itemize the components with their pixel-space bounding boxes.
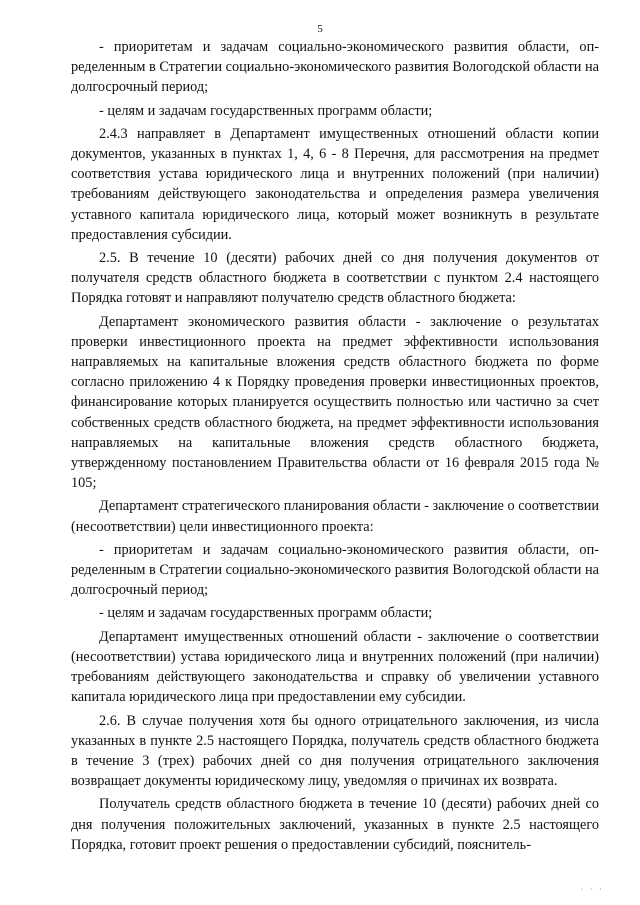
paragraph-programs-1: - целям и задачам государственных программ области; <box>99 102 433 119</box>
paragraph-2-5: 2.5. В течение 10 (десяти) рабочих дней со дня получения документов от получателя средств областного бюджета в соответствии с пунктом 2.4 настоящего Порядка готовят и направляют получателю средств областного бюджета: <box>71 250 599 307</box>
paragraph-economic-department: Департамент экономического развития области - заключение о результатах проверки инвестиционного проекта на предмет эффективности использования направляемых на капитальные вложения средств областного бюджета по форме согласно приложению 4 к Порядку проведения проверки инвестиционных проектов, финансирование которых планируется осуществить полностью или частично за счет собственных средств областного бюджета, на предмет эффективности использования направляемых на капитальные вложения средств областного бюджета, утвержденному постановлением Правительства области от 16 февраля 2015 года № 105; <box>71 313 599 492</box>
paragraph-programs-2: - целям и задачам государственных программ области; <box>99 605 433 622</box>
page-number: 5 <box>317 23 323 35</box>
paragraph-property-department: Департамент имущественных отношений области - заключение о соответствии (несоответствии) устава юридического лица и внутренних положений (при наличии) требованиям действующего законодательства и справку об увеличении уставного капитала юридического лица при предоставлении ему субсидии. <box>71 628 599 706</box>
paragraph-2-6: 2.6. В случае получения хотя бы одного отрицательного заключения, из числа указанных в пункте 2.5 настоящего Порядка, получатель средств областного бюджета в течение 3 (трех) рабочих дней со дня получения отрицательного заключения возвращает документы юридическому лицу, уведомляя о причинах их возврата. <box>71 712 599 790</box>
document-body <box>71 37 599 858</box>
scan-artifact: · · · <box>580 884 604 894</box>
paragraph-recipient-duties: Получатель средств областного бюджета в течение 10 (десяти) рабочих дней со дня получения положительных заключений, указанных в пункте 2.5 настоящего Порядка, готовит проект решения о предоставлении субсидий, пояснитель- <box>71 796 599 853</box>
paragraph-priorities-2: - приоритетам и задачам социально-экономического развития области, определенным в Стратегии социально-экономического развития Вологодской области на долгосрочный период; <box>71 541 599 599</box>
paragraph-strategic-department: Департамент стратегического планирования области - заключение о соответствии (несоответствии) цели инвестиционного проекта: <box>71 498 599 535</box>
paragraph-priorities-1: - приоритетам и задачам социально-экономического развития области, определенным в Стратегии социально-экономического развития Вологодской области на долгосрочный период; <box>71 39 599 96</box>
paragraph-2-4-3: 2.4.3 направляет в Департамент имущественных отношений области копии документов, указанных в пунктах 1, 4, 6 - 8 Перечня, для рассмотрения на предмет соответствия устава юридического лица и внутренних положений (при наличии) требованиям действующего законодательства и определения размера увеличения уставного капитала юридического лица, который может возникнуть в результате предоставления субсидии. <box>71 125 599 243</box>
